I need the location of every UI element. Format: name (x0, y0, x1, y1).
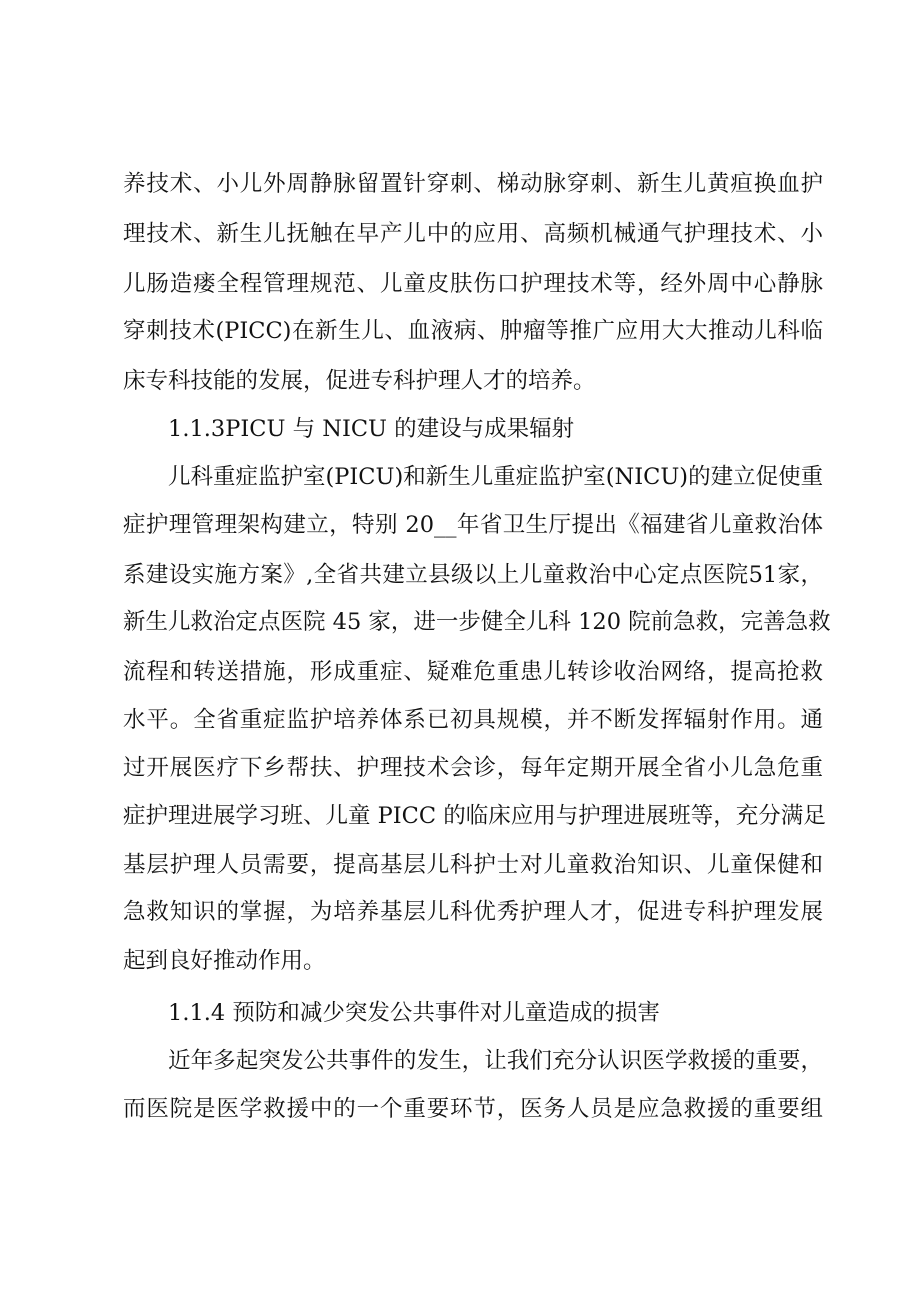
paragraph-line: 过开展医疗下乡帮扶、护理技术会诊，每年定期开展全省小儿急危重 (123, 755, 823, 781)
paragraph-line: 症护理管理架构建立，特别 20__年省卫生厅提出《福建省儿童救治体 (123, 512, 823, 538)
paragraph-line: 流程和转送措施，形成重症、疑难危重患儿转诊收治网络，提高抢救 (123, 659, 823, 685)
paragraph-line: 水平。全省重症监护培养体系已初具规模，并不断发挥辐射作用。通 (123, 707, 823, 733)
paragraph-line: 急救知识的掌握，为培养基层儿科优秀护理人才，促进专科护理发展 (123, 899, 823, 925)
paragraph-line: 儿肠造瘘全程管理规范、儿童皮肤伤口护理技术等，经外周中心静脉 (123, 271, 823, 297)
paragraph-line: 起到良好推动作用。 (123, 948, 326, 974)
paragraph-line: 养技术、小儿外周静脉留置针穿刺、梯动脉穿刺、新生儿黄疸换血护 (123, 171, 823, 197)
paragraph-line: 床专科技能的发展，促进专科护理人才的培养。 (123, 368, 596, 394)
section-heading: 1.1.3PICU 与 NICU 的建设与成果辐射 (168, 416, 575, 442)
paragraph-line: 症护理进展学习班、儿童 PICC 的临床应用与护理进展班等，充分满足 (123, 803, 826, 829)
paragraph-line: 理技术、新生儿抚触在早产儿中的应用、高频机械通气护理技术、小 (123, 221, 823, 247)
paragraph-line: 基层护理人员需要，提高基层儿科护士对儿童救治知识、儿童保健和 (123, 852, 823, 878)
paragraph-line: 近年多起突发公共事件的发生，让我们充分认识医学救援的重要， (168, 1048, 823, 1074)
paragraph-line: 新生儿救治定点医院 45 家，进一步健全儿科 120 院前急救，完善急救 (123, 609, 831, 635)
paragraph-line: 穿刺技术(PICC)在新生儿、血液病、肿瘤等推广应用大大推动儿科临 (123, 318, 823, 344)
section-heading: 1.1.4 预防和减少突发公共事件对儿童造成的损害 (168, 1000, 660, 1026)
paragraph-line: 而医院是医学救援中的一个重要环节，医务人员是应急救援的重要组 (123, 1096, 823, 1122)
paragraph-line: 系建设实施方案》,全省共建立县级以上儿童救治中心定点医院51家， (123, 562, 823, 588)
paragraph-line: 儿科重症监护室(PICU)和新生儿重症监护室(NICU)的建立促使重 (168, 464, 824, 490)
